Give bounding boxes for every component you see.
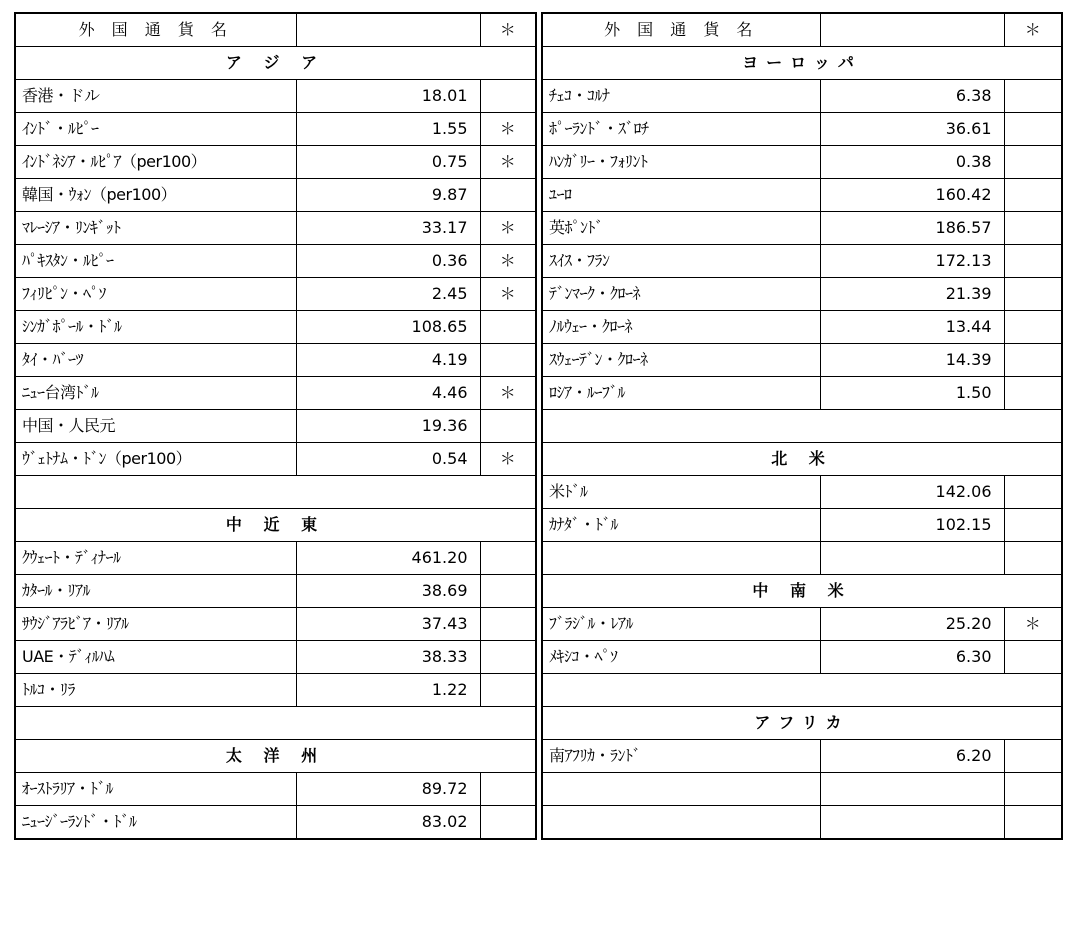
spacer-cell bbox=[542, 674, 1062, 707]
spacer-cell bbox=[542, 410, 1062, 443]
spacer-row bbox=[15, 476, 536, 509]
currency-name: ｶﾀｰﾙ・ﾘｱﾙ bbox=[15, 575, 296, 608]
rate-value: 160.42 bbox=[820, 179, 1004, 212]
currency-name: ﾆｭｰ台湾ﾄﾞﾙ bbox=[15, 377, 296, 410]
spacer-row bbox=[542, 410, 1062, 443]
mark-cell bbox=[480, 575, 536, 608]
section-row bbox=[542, 47, 1062, 80]
table-row bbox=[542, 641, 1062, 674]
mark-cell bbox=[480, 410, 536, 443]
currency-name: ﾀｲ・ﾊﾞｰﾂ bbox=[15, 344, 296, 377]
column-header-mark: ＊ bbox=[1004, 13, 1062, 47]
currency-name bbox=[542, 773, 820, 806]
currency-name: UAE・ﾃﾞｨﾙﾊﾑ bbox=[15, 641, 296, 674]
currency-name: ﾌﾞﾗｼﾞﾙ・ﾚｱﾙ bbox=[542, 608, 820, 641]
section-row bbox=[542, 707, 1062, 740]
column-header-rate bbox=[296, 13, 480, 47]
currency-name: 韓国・ｳｫﾝ（per100） bbox=[15, 179, 296, 212]
spacer-row bbox=[15, 707, 536, 740]
table-row bbox=[542, 740, 1062, 773]
table-row bbox=[15, 278, 536, 311]
mark-cell bbox=[480, 806, 536, 840]
currency-name: ﾁｪｺ・ｺﾙﾅ bbox=[542, 80, 820, 113]
rate-value: 0.75 bbox=[296, 146, 480, 179]
rate-value: 142.06 bbox=[820, 476, 1004, 509]
table-row bbox=[15, 542, 536, 575]
currency-name: ｳﾞｪﾄﾅﾑ・ﾄﾞﾝ（per100） bbox=[15, 443, 296, 476]
mark-cell bbox=[1004, 113, 1062, 146]
table-row bbox=[15, 113, 536, 146]
mark-cell bbox=[480, 641, 536, 674]
rate-value: 108.65 bbox=[296, 311, 480, 344]
mark-cell: ＊ bbox=[480, 377, 536, 410]
mark-cell bbox=[1004, 509, 1062, 542]
currency-name: 中国・人民元 bbox=[15, 410, 296, 443]
rate-value: 2.45 bbox=[296, 278, 480, 311]
table-row bbox=[15, 377, 536, 410]
table-row bbox=[542, 509, 1062, 542]
section-row bbox=[15, 740, 536, 773]
mark-cell: ＊ bbox=[1004, 608, 1062, 641]
rate-value bbox=[820, 773, 1004, 806]
mark-cell bbox=[1004, 542, 1062, 575]
currency-name: ｵｰｽﾄﾗﾘｱ・ﾄﾞﾙ bbox=[15, 773, 296, 806]
spacer-cell bbox=[15, 476, 536, 509]
rate-value: 1.50 bbox=[820, 377, 1004, 410]
section-title: ア ジ ア bbox=[15, 47, 536, 80]
rate-value: 172.13 bbox=[820, 245, 1004, 278]
table-row bbox=[15, 575, 536, 608]
mark-cell bbox=[1004, 278, 1062, 311]
table-row bbox=[542, 179, 1062, 212]
mark-cell bbox=[480, 344, 536, 377]
empty-row bbox=[542, 773, 1062, 806]
table-row bbox=[15, 641, 536, 674]
mark-cell bbox=[1004, 806, 1062, 840]
mark-cell bbox=[1004, 245, 1062, 278]
table-row bbox=[15, 773, 536, 806]
mark-cell bbox=[480, 179, 536, 212]
column-header-rate bbox=[820, 13, 1004, 47]
rate-value bbox=[820, 806, 1004, 840]
table-row bbox=[542, 212, 1062, 245]
rate-value: 186.57 bbox=[820, 212, 1004, 245]
currency-name: ﾆｭｰｼﾞｰﾗﾝﾄﾞ・ﾄﾞﾙ bbox=[15, 806, 296, 840]
rate-value: 102.15 bbox=[820, 509, 1004, 542]
rate-value: 38.33 bbox=[296, 641, 480, 674]
currency-name bbox=[542, 542, 820, 575]
section-title: 中 近 東 bbox=[15, 509, 536, 542]
table-row bbox=[15, 410, 536, 443]
mark-cell bbox=[1004, 344, 1062, 377]
mark-cell: ＊ bbox=[480, 146, 536, 179]
rate-value: 36.61 bbox=[820, 113, 1004, 146]
mark-cell bbox=[1004, 146, 1062, 179]
currency-name: ﾄﾙｺ・ﾘﾗ bbox=[15, 674, 296, 707]
empty-row bbox=[542, 806, 1062, 840]
mark-cell bbox=[1004, 740, 1062, 773]
rate-value: 1.55 bbox=[296, 113, 480, 146]
rate-value: 18.01 bbox=[296, 80, 480, 113]
table-row bbox=[15, 80, 536, 113]
rate-value: 1.22 bbox=[296, 674, 480, 707]
currency-name: ﾊﾟｷｽﾀﾝ・ﾙﾋﾟｰ bbox=[15, 245, 296, 278]
currency-name: ﾛｼｱ・ﾙｰﾌﾞﾙ bbox=[542, 377, 820, 410]
rate-value: 0.54 bbox=[296, 443, 480, 476]
section-title: アフリカ bbox=[542, 707, 1062, 740]
currency-name: ﾊﾝｶﾞﾘｰ・ﾌｫﾘﾝﾄ bbox=[542, 146, 820, 179]
currency-name: ﾏﾚｰｼｱ・ﾘﾝｷﾞｯﾄ bbox=[15, 212, 296, 245]
header-row bbox=[15, 13, 536, 47]
rate-value: 13.44 bbox=[820, 311, 1004, 344]
currency-name: ｼﾝｶﾞﾎﾟｰﾙ・ﾄﾞﾙ bbox=[15, 311, 296, 344]
rate-value: 33.17 bbox=[296, 212, 480, 245]
table-row bbox=[542, 245, 1062, 278]
currency-name: ﾎﾟｰﾗﾝﾄﾞ・ｽﾞﾛﾁ bbox=[542, 113, 820, 146]
currency-name: ｶﾅﾀﾞ・ﾄﾞﾙ bbox=[542, 509, 820, 542]
mark-cell: ＊ bbox=[480, 443, 536, 476]
rate-value: 4.19 bbox=[296, 344, 480, 377]
table-row bbox=[15, 806, 536, 840]
mark-cell bbox=[480, 773, 536, 806]
currency-name: ﾌｨﾘﾋﾟﾝ・ﾍﾟｿ bbox=[15, 278, 296, 311]
mark-cell bbox=[1004, 641, 1062, 674]
section-row bbox=[542, 575, 1062, 608]
table-row bbox=[15, 443, 536, 476]
currency-name: ﾒｷｼｺ・ﾍﾟｿ bbox=[542, 641, 820, 674]
rate-value: 9.87 bbox=[296, 179, 480, 212]
rate-value: 38.69 bbox=[296, 575, 480, 608]
currency-name: ﾕｰﾛ bbox=[542, 179, 820, 212]
table-row bbox=[542, 80, 1062, 113]
currency-name: 米ﾄﾞﾙ bbox=[542, 476, 820, 509]
mark-cell: ＊ bbox=[480, 113, 536, 146]
currency-name: ﾉﾙｳｪｰ・ｸﾛｰﾈ bbox=[542, 311, 820, 344]
table-row bbox=[15, 674, 536, 707]
rate-value: 21.39 bbox=[820, 278, 1004, 311]
mark-cell bbox=[1004, 80, 1062, 113]
section-title: 北 米 bbox=[542, 443, 1062, 476]
mark-cell bbox=[480, 542, 536, 575]
section-row bbox=[15, 47, 536, 80]
currency-name: ｲﾝﾄﾞ・ﾙﾋﾟｰ bbox=[15, 113, 296, 146]
rate-value: 6.38 bbox=[820, 80, 1004, 113]
table-row bbox=[542, 608, 1062, 641]
mark-cell bbox=[1004, 179, 1062, 212]
spacer-cell bbox=[15, 707, 536, 740]
section-row bbox=[542, 443, 1062, 476]
rate-value: 25.20 bbox=[820, 608, 1004, 641]
rate-value bbox=[820, 542, 1004, 575]
currency-name: ｲﾝﾄﾞﾈｼｱ・ﾙﾋﾟｱ（per100） bbox=[15, 146, 296, 179]
currency-name: ｽｳｪｰﾃﾞﾝ・ｸﾛｰﾈ bbox=[542, 344, 820, 377]
table-row bbox=[15, 245, 536, 278]
table-row bbox=[15, 212, 536, 245]
mark-cell bbox=[480, 674, 536, 707]
table-row bbox=[542, 146, 1062, 179]
column-header-mark: ＊ bbox=[480, 13, 536, 47]
empty-row bbox=[542, 542, 1062, 575]
currency-name: 南ｱﾌﾘｶ・ﾗﾝﾄﾞ bbox=[542, 740, 820, 773]
rate-value: 0.38 bbox=[820, 146, 1004, 179]
table-row bbox=[15, 311, 536, 344]
section-title: 太 洋 州 bbox=[15, 740, 536, 773]
mark-cell bbox=[1004, 212, 1062, 245]
rate-value: 14.39 bbox=[820, 344, 1004, 377]
table-row bbox=[15, 179, 536, 212]
header-row bbox=[542, 13, 1062, 47]
rate-value: 4.46 bbox=[296, 377, 480, 410]
currency-name: ｽｲｽ・ﾌﾗﾝ bbox=[542, 245, 820, 278]
rate-value: 461.20 bbox=[296, 542, 480, 575]
table-row bbox=[542, 311, 1062, 344]
mark-cell bbox=[480, 311, 536, 344]
column-header-currency: 外 国 通 貨 名 bbox=[542, 13, 820, 47]
currency-name: 香港・ドル bbox=[15, 80, 296, 113]
column-header-currency: 外 国 通 貨 名 bbox=[15, 13, 296, 47]
section-row bbox=[15, 509, 536, 542]
rate-value: 19.36 bbox=[296, 410, 480, 443]
mark-cell bbox=[480, 80, 536, 113]
mark-cell: ＊ bbox=[480, 278, 536, 311]
table-row bbox=[542, 476, 1062, 509]
mark-cell bbox=[480, 608, 536, 641]
mark-cell: ＊ bbox=[480, 212, 536, 245]
rate-value: 89.72 bbox=[296, 773, 480, 806]
rate-value: 37.43 bbox=[296, 608, 480, 641]
mark-cell bbox=[1004, 377, 1062, 410]
currency-name: ｸｳｪｰﾄ・ﾃﾞｨﾅｰﾙ bbox=[15, 542, 296, 575]
table-row bbox=[542, 344, 1062, 377]
rate-value: 6.20 bbox=[820, 740, 1004, 773]
table-row bbox=[15, 146, 536, 179]
spacer-row bbox=[542, 674, 1062, 707]
rate-table-right bbox=[541, 12, 1063, 840]
section-title: 中 南 米 bbox=[542, 575, 1062, 608]
table-row bbox=[542, 113, 1062, 146]
rate-tables bbox=[14, 12, 1063, 840]
currency-name: ｻｳｼﾞｱﾗﾋﾞｱ・ﾘｱﾙ bbox=[15, 608, 296, 641]
rate-value: 6.30 bbox=[820, 641, 1004, 674]
table-row bbox=[15, 608, 536, 641]
table-row bbox=[542, 278, 1062, 311]
rate-value: 0.36 bbox=[296, 245, 480, 278]
currency-name: 英ﾎﾟﾝﾄﾞ bbox=[542, 212, 820, 245]
section-title: ヨーロッパ bbox=[542, 47, 1062, 80]
mark-cell: ＊ bbox=[480, 245, 536, 278]
rate-table-left bbox=[14, 12, 537, 840]
table-row bbox=[542, 377, 1062, 410]
mark-cell bbox=[1004, 476, 1062, 509]
rate-value: 83.02 bbox=[296, 806, 480, 840]
mark-cell bbox=[1004, 773, 1062, 806]
currency-name bbox=[542, 806, 820, 840]
table-row bbox=[15, 344, 536, 377]
currency-name: ﾃﾞﾝﾏｰｸ・ｸﾛｰﾈ bbox=[542, 278, 820, 311]
mark-cell bbox=[1004, 311, 1062, 344]
